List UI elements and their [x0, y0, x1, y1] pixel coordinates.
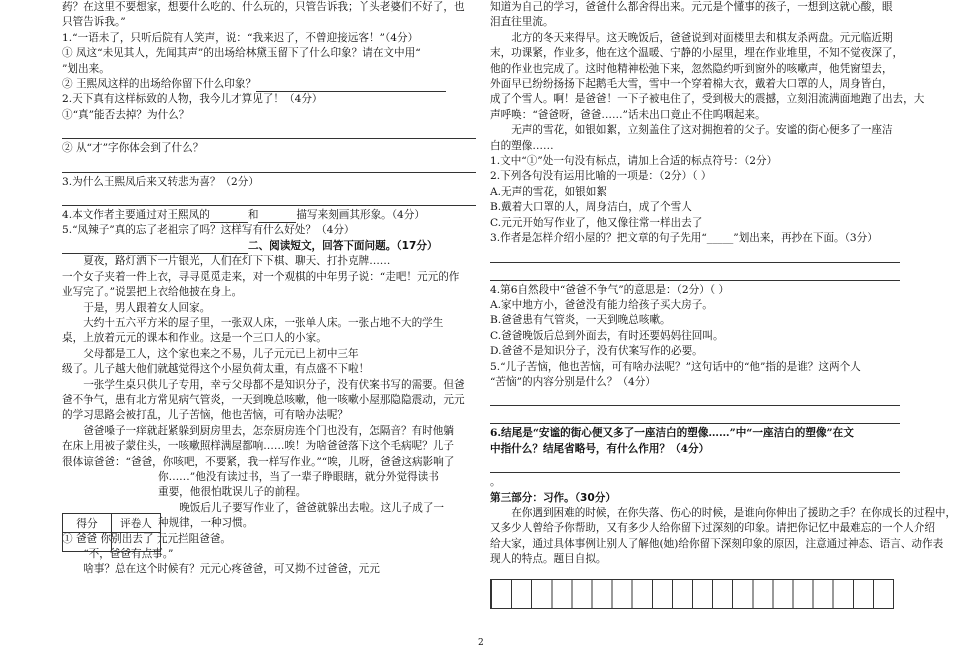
text-line: 爸不争气，患有北方常见病气管炎，一天到晚总咳嗽，他一咳嗽小屋那隐隐震动，元元 [62, 393, 465, 406]
score-box [62, 513, 161, 552]
reading-passage-2-end [490, 0, 925, 231]
text-line: A.无声的雪花，如银如絮 [490, 185, 607, 198]
q2-part1: ①“真”能否去掉？为什么？ [62, 108, 190, 121]
grader-cell[interactable] [112, 533, 161, 552]
q2: 2.天下真有这样标致的人物，我今儿才算见了！（4分） [62, 93, 323, 106]
answer-line[interactable] [490, 390, 900, 406]
answer-line[interactable] [490, 265, 900, 281]
text-line: 2.下列各句没有运用比喻的一项是：（2分）（ ） [490, 170, 712, 183]
answer-line[interactable] [62, 190, 476, 206]
answer-line[interactable] [62, 123, 476, 139]
q1-part2: ② 王熙凤这样的出场给你留下什么印象？ [62, 77, 476, 92]
text-line: 1.文中“①”处一句没有标点，请加上合适的标点符号：（2分） [490, 155, 778, 168]
q3-right: 3.作者是怎样介绍小屋的？把文章的句子先用“_____”划出来，再抄在下面。（3分） [490, 232, 878, 245]
text-line: C.爸爸晚饭后总到外面去，有时还要妈妈往回叫。 [490, 329, 724, 342]
q6-line1: 6.结尾是“安谧的街心便又多了一座洁白的塑像……”中“一座洁白的塑像”在文 [490, 427, 854, 440]
text-line: 知道为自己的学习，爸爸什么都舍得出来。元元是个懂事的孩子，一想到这就心酸，眼 [490, 1, 893, 13]
essay-prompt [490, 506, 956, 568]
text-line: 5.“儿子苦恼，他也苦恼，可有啥办法呢？”这句话中的“他”指的是谁？这两个人 [490, 360, 861, 373]
q6-end: 。 [490, 476, 501, 489]
text-line: 外面早已纷纷扬扬下起鹅毛大雪，雪中一个穿着棉大衣，戴着大口罩的人，周身皆白， [490, 78, 893, 91]
text-line: D.爸爸不是知识分子，没有伏案写作的必要。 [490, 345, 703, 358]
text-line: 在床上用被子蒙住头，一咳嗽照样满屋都响……唉！为啥爸爸落下这个毛病呢？儿子 [62, 440, 454, 453]
q3: 3.为什么王熙凤后来又转悲为喜？（2分） [62, 175, 259, 188]
text-line: 声呼唤：“爸爸呀，爸爸……”话未出口竟止不住呜咽起来。 [490, 108, 766, 121]
text-line: 1.“一语未了，只听后院有人笑声，说：“我来迟了，不曾迎接远客！”（4分） [62, 31, 419, 44]
text-line: ① 爸爸 你别出去了 元元拦阻爸爸。 [62, 532, 232, 545]
text-line: 桌，上放着元元的课本和作业。这是一个三口人的小家。 [62, 332, 327, 345]
reading-passage-1 [62, 0, 476, 77]
text-line: 4.第6自然段中“爸爸不争气”的意思是：（2分）（ ） [490, 283, 730, 296]
part-3-heading: 第三部分：习作。（30分） [490, 491, 616, 504]
answer-line[interactable] [490, 247, 900, 263]
score-label: 得分 [63, 514, 112, 533]
left-column [62, 0, 476, 578]
text-line: 父母都是工人，这个家也来之不易，儿子元元已上初中三年 [83, 347, 359, 360]
text-line: ”划出来。 [62, 62, 110, 75]
text-line: 大约十五六平方米的屋子里，一张双人床，一张单人床。一张占地不大的学生 [83, 316, 444, 329]
text-line: 爸爸嗓子一痒就赶紧躲到厨房里去，怎奈厨房连个门也没有，怎隔音？有时他躺 [83, 424, 454, 437]
answer-line[interactable] [490, 457, 900, 473]
q5: 5.“凤辣子”真的忘了老祖宗了吗？这样写有什么好处？（4分） [62, 224, 355, 237]
text-line: 又多少人曾给予你帮助，又有多少人给你留下过深刻的印象。请把你记忆中最难忘的一个人介绍 [490, 522, 935, 535]
grader-label: 评卷人 [112, 514, 161, 533]
reading-passage-2 [62, 254, 476, 470]
text-line: 于是，男人跟着女人回家。 [83, 301, 211, 314]
section-2-row [62, 239, 476, 254]
right-column [490, 0, 956, 568]
text-line: 末，功课紧，作业多，他在这个温暖、宁静的小屋里，埋在作业堆里，不知不觉夜深了， [490, 47, 904, 60]
answer-line[interactable] [490, 408, 900, 424]
page-number: 2 [478, 638, 484, 648]
text-line: 药？在这里不要想家，想要什么吃的、什么玩的，只管告诉我；丫头老婆们不好了，也 [62, 1, 465, 13]
text-line: 业写完了。”说罢把上衣给他披在身上。 [62, 286, 243, 299]
text-line: 的学习思路会被打乱，儿子苦恼，他也苦恼，可有啥办法呢？ [62, 409, 349, 422]
text-line: 白的塑像…… [490, 139, 554, 152]
text-line: 他的作业也完成了。这时他精神松弛下来，忽然隐约听到窗外的咳嗽声，他凭窗望去， [490, 62, 893, 75]
text-line: 很体谅爸爸：“爸爸，你咳吧，不要紧，我一样写作业。”“唉，儿呀，爸爸这病影响了 [62, 455, 455, 468]
text-line: 给大家，通过具体事例让别人了解他(她)给你留下深刻印象的原因，注意通过神态、语言、动作表 [490, 537, 944, 550]
text-line: 啥事？总在这个时候有？元元心疼爸爸，可又拗不过爸爸，元元 [83, 563, 380, 576]
text-line: 成了个雪人。啊！是爸爸！一下子被电住了，受到极大的震撼，立刻泪流满面地跑了出去，大 [490, 93, 925, 106]
text-line: C.元元开始写作业了，他又像往常一样出去了 [490, 216, 703, 229]
text-line: 泪直往里流。 [490, 16, 554, 29]
text-line: 只管告诉我。” [62, 16, 126, 29]
score-cell[interactable] [63, 533, 112, 552]
text-line: B.爸爸患有气管炎，一天到晚总咳嗽。 [490, 314, 671, 327]
text-line: 一张学生桌只供儿子专用，幸亏父母都不是知识分子，没有伏案书写的需要。但爸 [83, 378, 465, 391]
text-line: 在你遇到困难的时候，在你失落、伤心的时候，是谁向你伸出了援助之手？在你成长的过程中， [511, 506, 956, 519]
q2-part2: ② 从“才”字你体会到了什么？ [62, 142, 204, 155]
text-line: 现人的特点。题目自拟。 [490, 553, 607, 566]
text-line: “不，爸爸有点事。” [83, 548, 174, 560]
section-2-heading: 二、阅读短文，回答下面问题。（17分） [248, 239, 438, 252]
q6-line2: 中指什么？结尾省略号，有什么作用？（4分） [490, 442, 710, 455]
text-line: A.家中地方小，爸爸没有能力给孩子买大房子。 [490, 298, 713, 311]
wrapped-text: 你……”他没有读过书，当了一辈子睁眼瞎，就分外觉得读书 重要，他很怕耽误儿子的前程。 晚饭后儿子要写作业了，爸爸就躲出去啦。这儿子成了一 种规律，一种习惯。 [158, 470, 445, 530]
text-line: 夏夜，路灯洒下一片银光，人们在灯下下棋、聊天、打扑克牌…… [83, 255, 391, 268]
text-line: 无声的雪花，如银如絮，立刻盖住了这对拥抱着的父子。安谧的街心便多了一座洁 [511, 124, 893, 137]
text-line: 一个女子夹着一件上衣，寻寻觅觅走来，对一个观棋的中年男子说：“走吧！元元的作 [62, 270, 460, 283]
answer-line[interactable] [62, 157, 476, 173]
text-line: “苦恼”的内容分别是什么？（4分） [490, 375, 656, 388]
text-line: B.戴着大口罩的人，周身洁白，成了个雪人 [490, 201, 692, 214]
questions-4-5 [490, 283, 900, 391]
writing-grid[interactable] [490, 579, 894, 609]
text-line: 北方的冬天来得早。这天晚饭后，爸爸说到对面楼里去和棋友杀两盘。元元临近期 [511, 31, 893, 44]
q4: 4.本文作者主要通过对王熙凤的 和 描写来刻画其形象。（4分） [62, 208, 476, 223]
text-line: 级了。儿子越大他们就越觉得这个小屋负荷太重，有点盛不下啦！ [62, 363, 370, 376]
text-line: ① 凤这“未见其人，先闻其声”的出场给林黛玉留下了什么印象？请在文中用“ [62, 47, 421, 60]
